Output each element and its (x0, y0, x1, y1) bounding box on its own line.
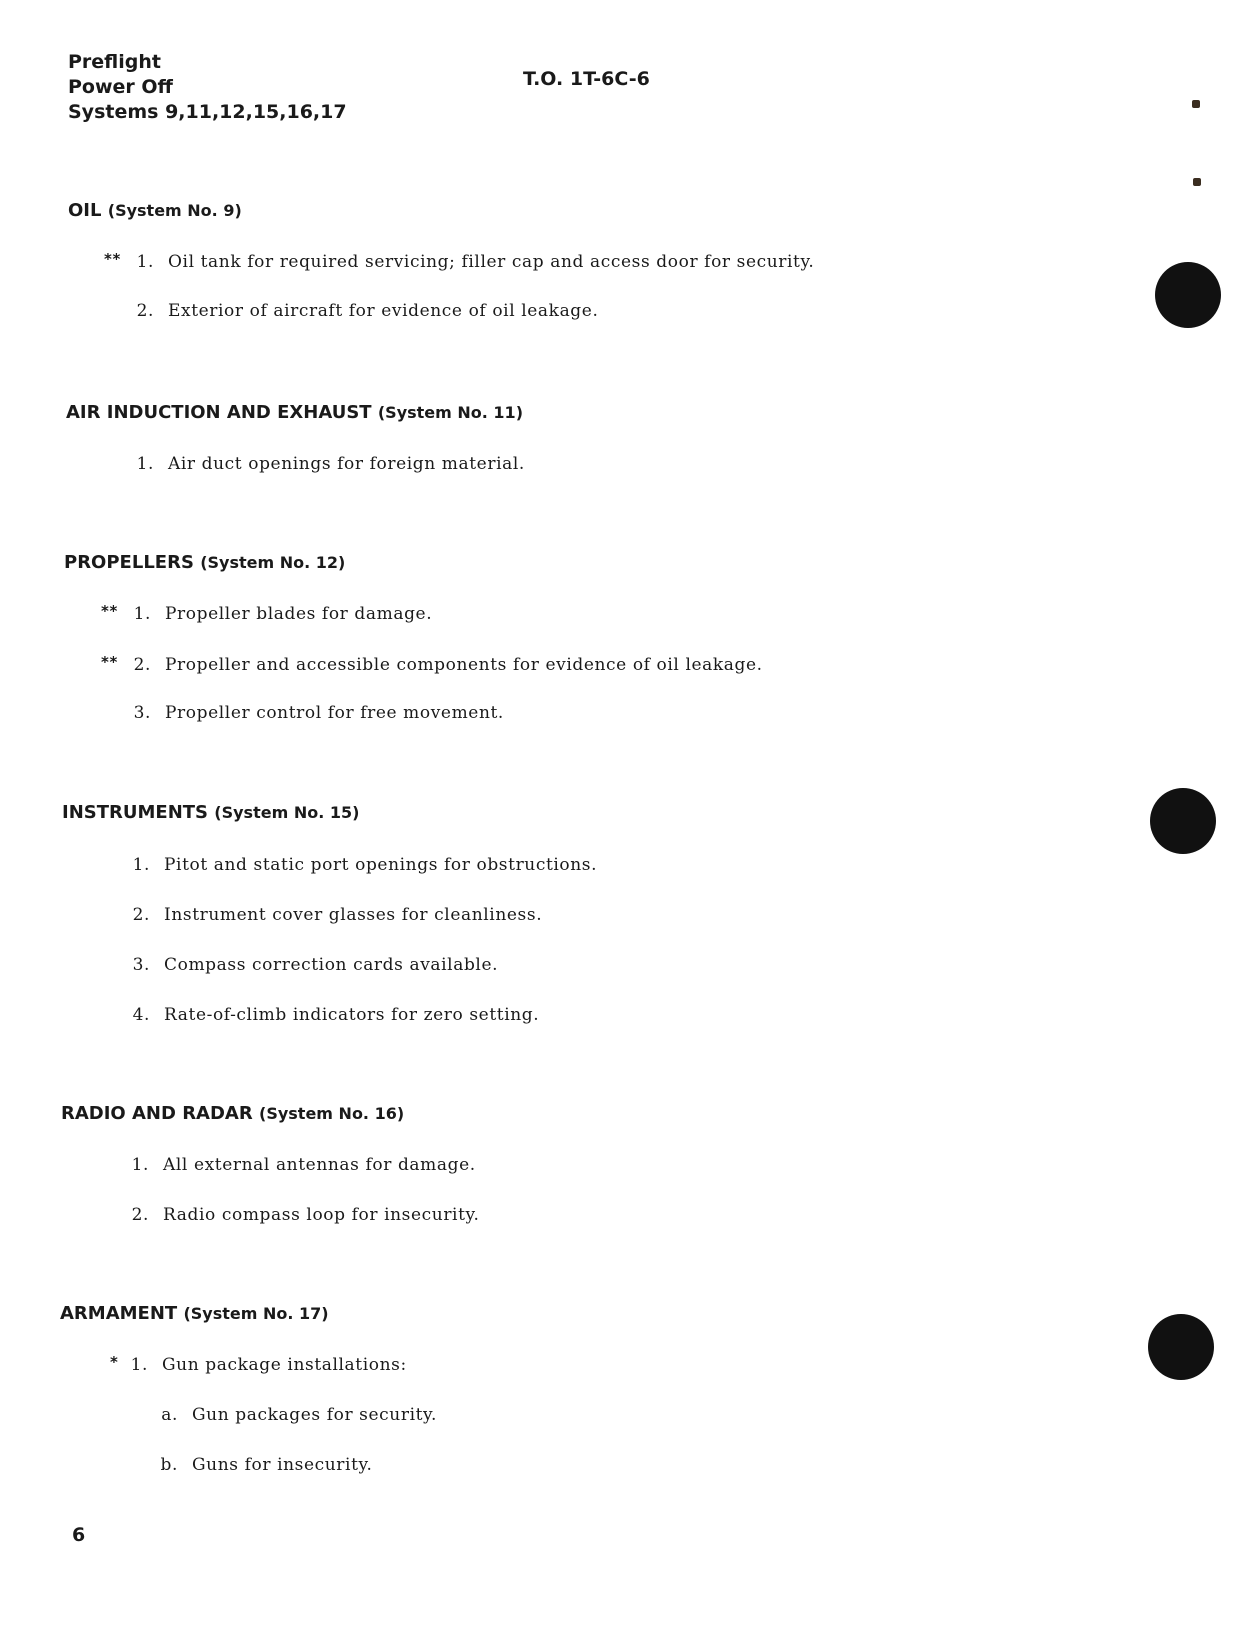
item-text: Oil tank for required servicing; filler cap and access door for security. (168, 252, 815, 272)
item-text: Instrument cover glasses for cleanliness. (164, 905, 543, 925)
item-number: 2. (132, 905, 150, 925)
item-number: 2. (131, 1205, 149, 1225)
item-number: 4. (132, 1005, 150, 1025)
section-heading: INSTRUMENTS (62, 802, 208, 823)
header-section-label (68, 50, 347, 125)
section-subtitle: (System No. 12) (200, 553, 346, 572)
item-text: Guns for insecurity. (192, 1455, 373, 1475)
item-text: Propeller control for free movement. (165, 703, 504, 723)
binder-hole (1148, 1314, 1214, 1380)
item-text: Rate-of-climb indicators for zero setting. (164, 1005, 540, 1025)
section-heading: AIR INDUCTION AND EXHAUST (66, 402, 372, 423)
section-heading: ARMAMENT (60, 1303, 178, 1324)
header-line-preflight: Preflight (68, 51, 161, 73)
item-mark: ** (101, 653, 118, 671)
item-number: 1. (132, 855, 150, 875)
item-mark: ** (104, 250, 121, 268)
item-letter: b. (160, 1455, 178, 1475)
section-heading: RADIO AND RADAR (61, 1103, 253, 1124)
header-line-systems: Systems 9,11,12,15,16,17 (68, 101, 347, 123)
section-subtitle: (System No. 11) (377, 403, 523, 422)
item-number: 1. (133, 604, 151, 624)
item-text: Gun package installations: (162, 1355, 407, 1375)
staple-mark (1193, 178, 1201, 186)
section-title-radio-radar (61, 1103, 404, 1124)
item-mark: ** (101, 602, 118, 620)
item-text: Radio compass loop for insecurity. (163, 1205, 480, 1225)
binder-hole (1150, 788, 1216, 854)
section-title-armament (60, 1303, 329, 1324)
item-text: Air duct openings for foreign material. (168, 454, 525, 474)
item-number: 2. (133, 655, 151, 675)
section-subtitle: (System No. 9) (107, 201, 242, 220)
section-title-air-induction (66, 402, 523, 423)
doc-number: T.O. 1T-6C-6 (523, 68, 650, 90)
item-text: Propeller blades for damage. (165, 604, 433, 624)
item-number: 1. (131, 1155, 149, 1175)
staple-mark (1192, 100, 1200, 108)
item-text: Compass correction cards available. (164, 955, 499, 975)
binder-hole (1155, 262, 1221, 328)
section-subtitle: (System No. 15) (214, 803, 360, 822)
section-title-instruments (62, 802, 359, 823)
item-text: Propeller and accessible components for evidence of oil leakage. (165, 655, 763, 675)
item-number: 1. (136, 252, 154, 272)
section-subtitle: (System No. 16) (259, 1104, 405, 1123)
header-line-power-off: Power Off (68, 76, 173, 98)
item-text: Pitot and static port openings for obstructions. (164, 855, 598, 875)
item-number: 1. (130, 1355, 148, 1375)
item-number: 2. (136, 301, 154, 321)
item-text: Gun packages for security. (192, 1405, 437, 1425)
section-title-propellers (64, 552, 345, 573)
item-number: 3. (132, 955, 150, 975)
item-number: 3. (133, 703, 151, 723)
page-number: 6 (72, 1524, 86, 1546)
item-letter: a. (161, 1405, 178, 1425)
section-subtitle: (System No. 17) (183, 1304, 329, 1323)
item-text: All external antennas for damage. (163, 1155, 476, 1175)
section-title-oil (68, 200, 242, 221)
item-text: Exterior of aircraft for evidence of oil leakage. (168, 301, 599, 321)
item-mark: * (110, 1353, 119, 1371)
section-heading: OIL (68, 200, 102, 221)
item-number: 1. (136, 454, 154, 474)
section-heading: PROPELLERS (64, 552, 194, 573)
